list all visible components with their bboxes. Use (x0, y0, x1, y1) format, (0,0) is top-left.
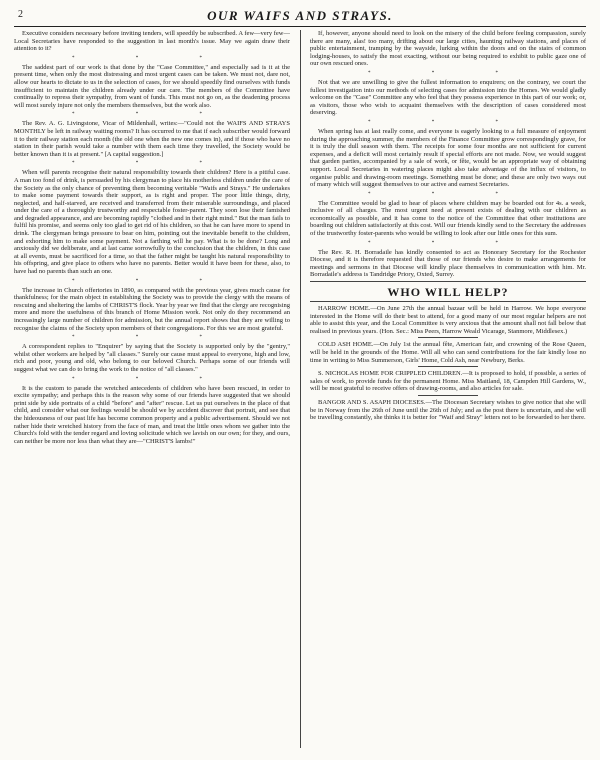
paragraph: The Rev. R. H. Borradaile has kindly consented to act as Honorary Secretary for the Rochester Diocese, and it is therefore requested that those of our friends who desire to make arrangements for meetings and sermons in that Diocese will kindly place themselves in communication with him. Mr. Borradaile's address is Tandridge Priory, Oxted, Surrey. (310, 248, 586, 279)
section-rule (310, 281, 586, 282)
paragraph: When spring has at last really come, and everyone is eagerly looking to a full measure of enjoyment during the approaching summer, the members of the Finance Committee grow correspondingly grave, for it is truly the dull season with them. The receipts for some four months are not sufficient for current expenses, and a deficit will most certainly result if special efforts are not made. Now, we would suggest that garden parties, accompanied by a sale of work, or fête, would be an appropriate way of obtaining support. Local Secretaries in watering places might also take advantage of the influx of visitors, to organise public and drawing-room meetings. Something must be done; and these are only two ways out of many which will suggest themselves to our active and earnest Secretaries. (310, 127, 586, 189)
paragraph: If, however, anyone should need to look on the misery of the child before feeling compassion, surely there are many, alas! too many, drifting about our large cities, haunting railway stations, and places of public entertainment, tramping by the wayside, lurking within the doors and on the stairs of common lodging-houses, to satisfy the most exacting, without our being required to exhibit to public gaze one of our own rescued ones. (310, 30, 586, 68)
notice-item: HARROW HOME.—On June 27th the annual bazaar will be held in Harrow. We hope everyone interested in the Home will do their best to attend, for a good many of our most regular helpers are not able to assist this year, and the Local Committee is very anxious that the amount shall not fall below that realised in previous years. (Hon. Sec.: Miss Peers, Harrow Weald Vicarage, Stanmore, Middlesex.) (310, 305, 586, 335)
journal-title: OUR WAIFS AND STRAYS. (207, 8, 393, 23)
paragraph: Executive considers necessary before inviting tenders, will speedily be subscribed. A few—very few—Local Secretaries have responded to the suggestion in last month's issue. May we again draw their attention to it? (14, 30, 290, 53)
divider-stars: * * * (72, 278, 232, 284)
divider-stars: * * * (368, 119, 528, 125)
section-rule (310, 301, 586, 302)
page-header (14, 6, 586, 27)
right-column (300, 30, 586, 748)
paragraph: A correspondent replies to "Enquirer" by saying that the Society is supported only by the "gentry," whilst other workers are helped by "all classes." Surely our cause must appeal to everyone, high and low, rich and poor, young and old, who belong to our beloved Church. Perhaps some of our friends will suggest what we can do to bring the work to the notice of "all classes." (14, 343, 290, 373)
item-divider (418, 395, 478, 396)
page-number: 2 (18, 9, 23, 20)
paragraph: The increase in Church offertories in 1890, as compared with the previous year, gives much cause for thankfulness; for the main object in establishing the Society was to provide the clergy with the means of rescuing and sheltering the lambs of CHRIST'S flock. Year by year we find that the clergy are recognising more and more the usefulness of this branch of Home Mission work. Not only do they recommend an increasingly large number of children for admission, but the annual report shows that they are willing to recognise the claims of the Society upon members of their congregations. For this we are most grateful. (14, 286, 290, 332)
paragraph: The saddest part of our work is that done by the "Case Committee," and especially sad is it at the present time, when only the most distressing and most urgent cases can be taken. We must not, dare not, allow our hearts to dictate to us in the selection of cases, for we should speedily find ourselves with funds insufficient to maintain the children already under our care. The members of the Committee have continually to repress their sympathy, from want of funds. This must not go on, as the deadening process will most surely injure not only the members themselves, but the work also. (14, 63, 290, 109)
divider-stars: * * * (72, 55, 232, 61)
item-divider (418, 366, 478, 367)
paragraph: The Rev. A. G. Livingstone, Vicar of Mildenhall, writes:—"Could not the WAIFS AND STRAYS MONTHLY be left in railway waiting rooms? It has occurred to me that if each subscriber would forward it to their railway station each month (the old one when the new one comes in), and if those who have no station in their parish would take a number with them each time they travelled, the Society would be better known than it is at present." [A capital suggestion.] (14, 120, 290, 158)
notice-item: BANGOR AND S. ASAPH DIOCESES.—The Diocesan Secretary wishes to give notice that she will be in Norway from the 26th of June until the 26th of July; and as the post there is uncertain, and she will be travelling constantly, she thinks it is better for "Waif and Stray" letters not to be forwarded to her there. (310, 398, 586, 422)
divider-stars: * * * (368, 240, 528, 246)
columns (14, 30, 586, 748)
divider-stars: * * * (368, 70, 528, 76)
divider-stars: * * * (72, 376, 232, 382)
divider-stars: * * * (368, 191, 528, 197)
divider-stars: * * * (72, 335, 232, 341)
divider-stars: * * * (72, 161, 232, 167)
notice-item: COLD ASH HOME.—On July 1st the annual fête, American fair, and crowning of the Rose Queen, will be held in the grounds of the Home. Will all who can send contributions for the fair kindly lose no time in writing to Miss Summerson, Girls' Home, Cold Ash, near Newbury, Berks. (310, 341, 586, 364)
divider-stars: * * * (72, 112, 232, 118)
left-column (14, 30, 290, 748)
notice-item: S. NICHOLAS HOME FOR CRIPPLED CHILDREN.—It is proposed to hold, if possible, a series of sales of work, to provide funds for the permanent Home. Miss Maitland, 18, Campden Hill Gardens, W., will be most grateful to receive offers of drawing-rooms, and also articles for sale. (310, 370, 586, 393)
paragraph: It is the custom to parade the wretched antecedents of children who have been rescued, in order to excite sympathy; and perhaps this is the reason why some of our friends have suggested that we should print side by side portraits of a child "before" and "after" rescue. Let us put ourselves in the place of that child, and consider what our feelings would be should we by accident discover that portrait, and see that the hideousness of our past life has become common property and a public advertisement. Should we not rather hide their wretched history from the face of man, and treat the little ones whom we gather into the Church's fold with the tender regard and loving solicitude which we lavish on our own; for they, and ours, can neither be more nor less than what they are—"CHRIST'S lambs!" (14, 384, 290, 445)
paragraph: When will parents recognise their natural responsibility towards their children? Here is a pitiful case. A man too fond of drink, is persuaded by his clergyman to place his motherless children under the care of the Society as the only chance of preventing them becoming veritable "Waifs and Strays." He undertakes to make some payment towards their support, as is right and proper. The poor little things, dirty, neglected, and half-starved, are received and transferred from their miserable surroundings, and placed under the care of a thoroughly trustworthy and respectable foster-parent. They soon lose their famished and degraded appearance, and are becoming rapidly "clothed and in their right mind." But the man fails to fulfil his promise, and seems only too glad to get rid of his children, so that he can have more to spend in drink. The clergyman brings pressure to bear on him, pointing out the inevitable benefit to the children, and exhorting him to make some payment. Not a farthing will he pay. What is to be done? Long and anxiously did we deliberate, and at last came sorrowfully to the conclusion that the children, in this case at all events, must be sacrificed for a time, so that the father might be taught his natural responsibility to his offspring, and give place to others who have no parents. Better would it have been for these, also, to have had no parents than such an one. (14, 169, 290, 276)
item-divider (418, 337, 478, 338)
paragraph: Not that we are unwilling to give the fullest information to enquirers; on the contrary, we court the fullest investigation into our methods of selecting cases for admission into the Homes. We would gladly welcome on the "Case" Committee any who feel that they possess experience in this part of our work; or, as visitors, those who wish to acquaint themselves with the description of cases considered most deserving. (310, 78, 586, 117)
paragraph: The Committee would be glad to hear of places where children may be boarded out for 4s. a week, inclusive of all charges. The most urgent need at present exists of dealing with our children as economically as possible, and it has come to the notice of the Committee that other institutions are boarding out children satisfactorily at this cost. Will our friends kindly send to the Secretary the addresses of the trustworthy foster-parents who would be willing to look after our little ones for this sum. (310, 199, 586, 238)
section-heading: WHO WILL HELP? (387, 285, 509, 300)
